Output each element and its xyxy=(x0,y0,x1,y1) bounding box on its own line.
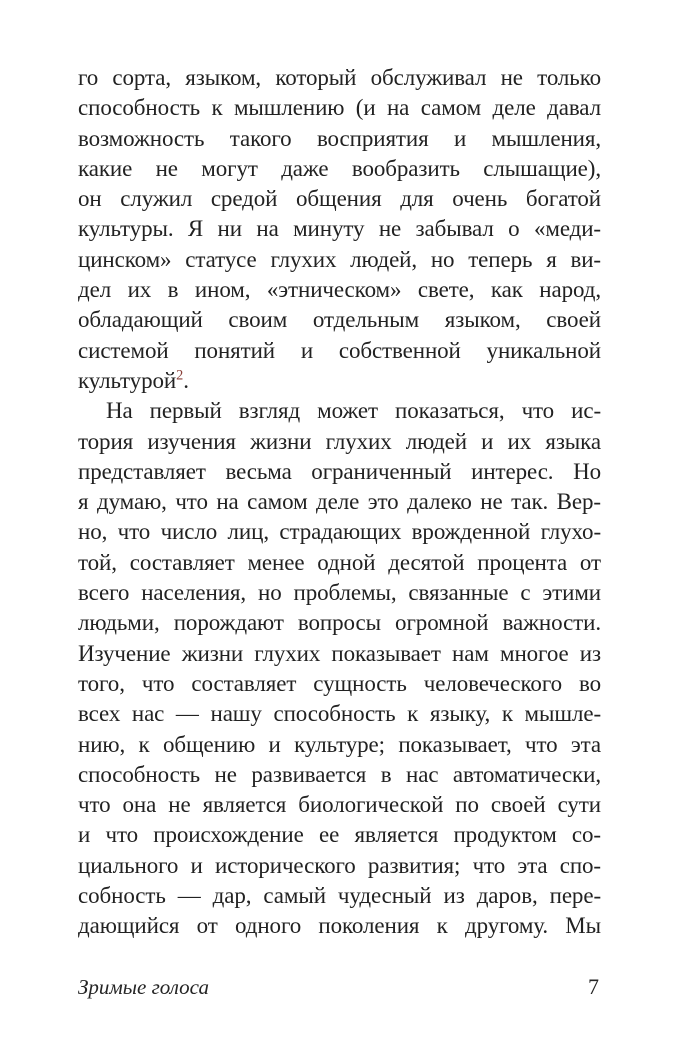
text-line: На первый взгляд может показаться, что ис- xyxy=(106,398,601,424)
page-footer xyxy=(78,974,599,1000)
text-line: тория изучения жизни глухих людей и их языка xyxy=(78,428,601,454)
text-line: культурой$^2$. xyxy=(78,367,189,393)
running-title: Зримые голоса xyxy=(78,975,209,999)
text-line: что она не является биологической по своей сути xyxy=(78,792,601,818)
text-line: дел их в ином, «этническом» свете, как народ, xyxy=(78,277,601,303)
page-number: 7 xyxy=(588,974,599,999)
text-line: нию, к общению и культуре; показывает, что эта xyxy=(78,731,601,757)
text-line: способность не развивается в нас автоматически, xyxy=(78,761,601,787)
text-line: способность к мышлению (и на самом деле давал xyxy=(78,95,601,121)
text-line: дающийся от одного поколения к другому. Мы xyxy=(78,913,601,939)
text-line: и что происхождение ее является продуктом со- xyxy=(78,822,601,848)
text-line: возможность такого восприятия и мышления, xyxy=(78,125,601,151)
footnote-marker[interactable]: 2 xyxy=(176,367,184,384)
text-line: всех нас — нашу способность к языку, к мышле- xyxy=(78,701,601,727)
text-line: людьми, порождают вопросы огромной важности. xyxy=(78,610,601,636)
text-line: какие не могут даже вообразить слышащие), xyxy=(78,155,601,181)
body-text xyxy=(78,63,601,942)
text-line: того, что составляет сущность человеческого во xyxy=(78,670,601,696)
text-line: культуры. Я ни на минуту не забывал о «меди- xyxy=(78,216,601,242)
text-line: я думаю, что на самом деле это далеко не так. Вер- xyxy=(78,489,601,515)
text-line: представляет весьма ограниченный интерес. Но xyxy=(78,458,601,484)
text-line: собность — дар, самый чудесный из даров, пере- xyxy=(78,883,601,909)
text-line: цинском» статусе глухих людей, но теперь я ви- xyxy=(78,246,601,272)
text-line: обладающий своим отдельным языком, своей xyxy=(78,307,601,333)
text-line: Изучение жизни глухих показывает нам многое из xyxy=(78,640,601,666)
text-line: но, что число лиц, страдающих врожденной глухо- xyxy=(78,519,601,545)
text-line: всего населения, но проблемы, связанные с этими xyxy=(78,580,601,606)
text-line: циального и исторического развития; что эта спо- xyxy=(78,852,601,878)
text-line: системой понятий и собственной уникальной xyxy=(78,337,601,363)
text-line: го сорта, языком, который обслуживал не только xyxy=(78,65,601,90)
text-line: той, составляет менее одной десятой процента от xyxy=(78,549,601,575)
text-line: он служил средой общения для очень богатой xyxy=(78,186,601,212)
